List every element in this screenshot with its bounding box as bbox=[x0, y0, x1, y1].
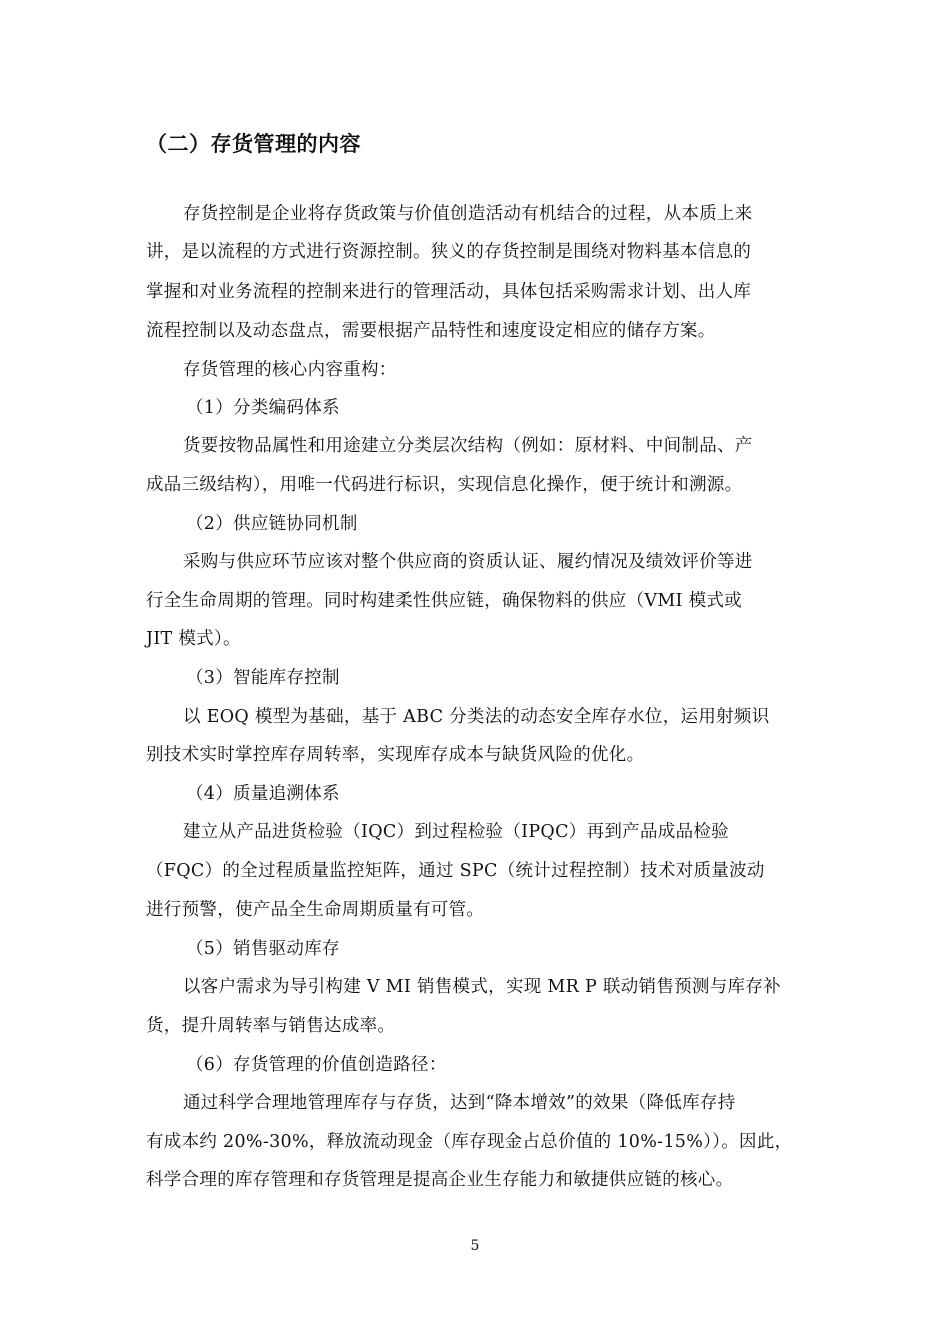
paragraph-line: 建立从产品进货检验（IQC）到过程检验（IPQC）再到产品成品检验 bbox=[183, 822, 729, 842]
paragraph-line: JIT 模式）。 bbox=[146, 629, 241, 649]
paragraph-line: 存货管理的核心内容重构： bbox=[183, 360, 397, 380]
paragraph-line: 行全生命周期的管理。同时构建柔性供应链，确保物料的供应（VMI 模式或 bbox=[146, 591, 743, 611]
paragraph-line: 以 EOQ 模型为基础，基于 ABC 分类法的动态安全库存水位，运用射频识 bbox=[183, 707, 770, 727]
paragraph-line: 货要按物品属性和用途建立分类层次结构（例如：原材料、中间制品、产 bbox=[183, 436, 753, 456]
subsection-title: （3）智能库存控制 bbox=[186, 668, 340, 688]
paragraph-line: 科学合理的库存管理和存货管理是提高企业生存能力和敏捷供应链的核心。 bbox=[146, 1170, 734, 1190]
paragraph-line: 以客户需求为导引构建 V MI 销售模式，实现 MR P 联动销售预测与库存补 bbox=[183, 977, 781, 997]
subsection-title: （5）销售驱动库存 bbox=[186, 939, 340, 959]
paragraph-line: 存货控制是企业将存货政策与价值创造活动有机结合的过程，从本质上来 bbox=[183, 204, 753, 224]
paragraph-line: （FQC）的全过程质量监控矩阵，通过 SPC（统计过程控制）技术对质量波动 bbox=[146, 861, 765, 881]
subsection-title: （4）质量追溯体系 bbox=[186, 784, 340, 804]
page-number: 5 bbox=[470, 1238, 480, 1254]
paragraph-line: 流程控制以及动态盘点，需要根据产品特性和速度设定相应的储存方案。 bbox=[146, 321, 716, 341]
subsection-title: （1）分类编码体系 bbox=[186, 398, 340, 418]
paragraph-line: 进行预警，使产品全生命周期质量有可管。 bbox=[146, 900, 485, 920]
paragraph-line: 别技术实时掌控库存周转率，实现库存成本与缺货风险的优化。 bbox=[146, 745, 645, 765]
paragraph-line: 采购与供应环节应该对整个供应商的资质认证、履约情况及绩效评价等进 bbox=[183, 552, 753, 572]
paragraph-line: 通过科学合理地管理库存与存货，达到“降本增效”的效果（降低库存持 bbox=[183, 1093, 736, 1113]
paragraph-line: 成品三级结构），用唯一代码进行标识，实现信息化操作，便于统计和溯源。 bbox=[146, 475, 743, 495]
paragraph-line: 货，提升周转率与销售达成率。 bbox=[146, 1016, 396, 1036]
subsection-title: （2）供应链协同机制 bbox=[186, 514, 358, 534]
section-heading: （二）存货管理的内容 bbox=[146, 132, 361, 156]
paragraph-line: 讲，是以流程的方式进行资源控制。狭义的存货控制是围绕对物料基本信息的 bbox=[146, 242, 752, 262]
subsection-title: （6）存货管理的价值创造路径： bbox=[186, 1055, 447, 1075]
paragraph-line: 有成本约 20%-30%，释放流动现金（库存现金占总价值的 10%-15%））。因此， bbox=[146, 1132, 793, 1152]
paragraph-line: 掌握和对业务流程的控制来进行的管理活动，具体包括采购需求计划、出人库 bbox=[146, 282, 752, 302]
